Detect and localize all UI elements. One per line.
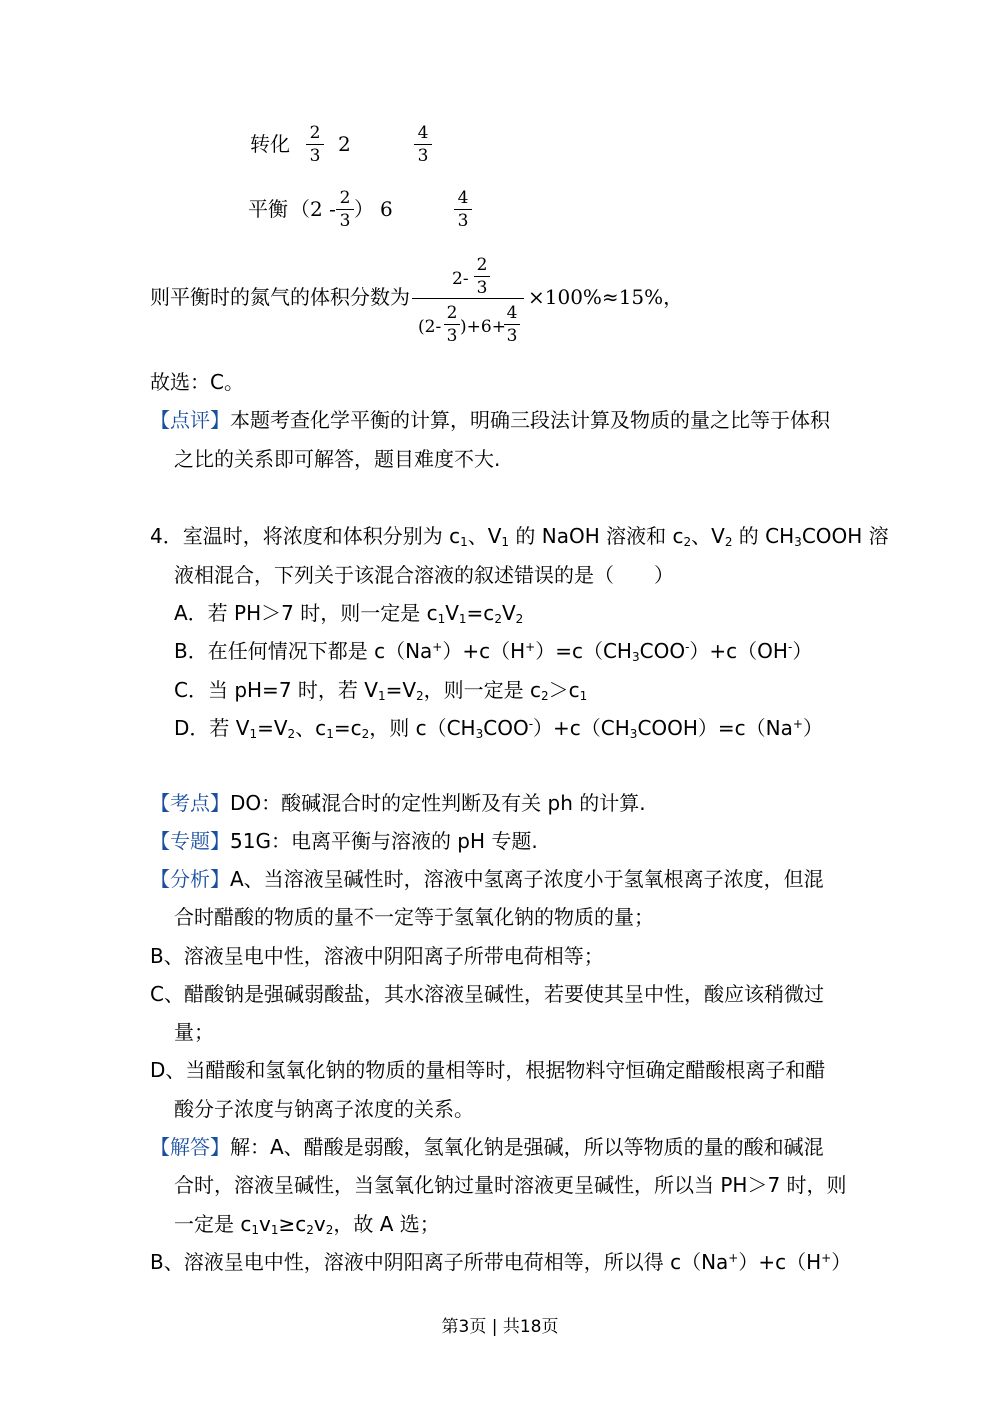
comment-line-1: 【点评】本题考查化学平衡的计算，明确三段法计算及物质的量之比等于体积 <box>150 408 830 432</box>
conversion-label: 转化 <box>250 132 290 156</box>
jieda-tag: 【解答】 <box>150 1135 230 1159</box>
q4-stem-line-1: 4．室温时，将浓度和体积分别为 $c_1$、$V_1$ 的 NaOH 溶液和 $c_2$、$V_2$ 的 $CH_3COOH$ 溶 <box>150 524 889 549</box>
q4-stem-line-2: 液相混合，下列关于该混合溶液的叙述错误的是（ ） <box>174 563 674 587</box>
fenxi-line-3: B、溶液呈电中性，溶液中阴阳离子所带电荷相等； <box>150 944 604 968</box>
q4-option-b: B．在任何情况下都是 $c(Na^+)+c(H^+)=c(CH_3COO^-)+c(OH^-)$ <box>174 639 813 664</box>
page-footer: 第3页 | 共18页 <box>441 1317 559 1337</box>
zhuanti-tag: 【专题】 <box>150 829 230 853</box>
equilibrium-fraction: 2 3 <box>336 189 354 230</box>
fenxi-line-7: 酸分子浓度与钠离子浓度的关系。 <box>174 1097 474 1121</box>
fenxi-line-5: 量； <box>174 1020 214 1044</box>
answer-line: 故选：C。 <box>150 370 244 394</box>
comment-tag: 【点评】 <box>150 408 230 432</box>
equilibrium-label: 平衡 <box>248 197 288 221</box>
equilibrium-open: （2 - <box>290 197 336 221</box>
fenxi-line-2: 合时醋酸的物质的量不一定等于氢氧化钠的物质的量； <box>174 905 654 929</box>
vf-fraction-bar <box>412 298 524 299</box>
vf-tail: ×100%≈15%， <box>528 285 684 309</box>
q4-option-a: A．若 PH＞7 时，则一定是 $c_1V_1=c_2V_2$ <box>174 601 524 626</box>
q4-option-d: D．若 $V_1=V_2$、$c_1=c_2$，则 $c(CH_3COO^-)+c(CH_3COOH)=c(Na^+)$ <box>174 716 823 741</box>
jieda-line-2: 合时，溶液呈碱性，当氢氧化钠过量时溶液更呈碱性，所以当 PH＞7 时，则 <box>174 1173 847 1197</box>
fenxi-line-6: D、当醋酸和氢氧化钠的物质的量相等时，根据物料守恒确定醋酸根离子和醋 <box>150 1058 826 1082</box>
equilibrium-close: ） <box>354 197 374 221</box>
equilibrium-value-2: 6 <box>380 197 393 221</box>
kaodian-line: 【考点】DO：酸碱混合时的定性判断及有关 ph 的计算. <box>150 791 646 815</box>
jieda-line-4: B、溶液呈电中性，溶液中阴阳离子所带电荷相等，所以得 c（Na+）+c（H+） <box>150 1250 852 1274</box>
kaodian-tag: 【考点】 <box>150 791 230 815</box>
fenxi-line-1: 【分析】A、当溶液呈碱性时，溶液中氢离子浓度小于氢氧根离子浓度，但混 <box>150 867 824 891</box>
volume-fraction-text: 则平衡时的氮气的体积分数为 <box>150 285 410 309</box>
conversion-fraction-3: 4 3 <box>414 124 432 165</box>
zhuanti-line: 【专题】51G：电离平衡与溶液的 pH 专题. <box>150 829 538 853</box>
fenxi-line-4: C、醋酸钠是强碱弱酸盐，其水溶液呈碱性，若要使其呈中性，酸应该稍微过 <box>150 982 824 1006</box>
equilibrium-fraction-3: 4 3 <box>454 189 472 230</box>
jieda-line-3: 一定是 $c_1v_1\ge c_2v_2$，故 A 选； <box>174 1212 440 1237</box>
conversion-fraction-1: 2 3 <box>306 124 324 165</box>
conversion-value-2: 2 <box>338 132 351 156</box>
jieda-line-1: 【解答】解：A、醋酸是弱酸，氢氧化钠是强碱，所以等物质的量的酸和碱混 <box>150 1135 824 1159</box>
comment-line-2: 之比的关系即可解答，题目难度不大. <box>174 447 501 471</box>
q4-option-c: C．当 pH=7 时，若 $V_1=V_2$，则一定是 $c_2>c_1$ <box>174 678 588 703</box>
fenxi-tag: 【分析】 <box>150 867 230 891</box>
